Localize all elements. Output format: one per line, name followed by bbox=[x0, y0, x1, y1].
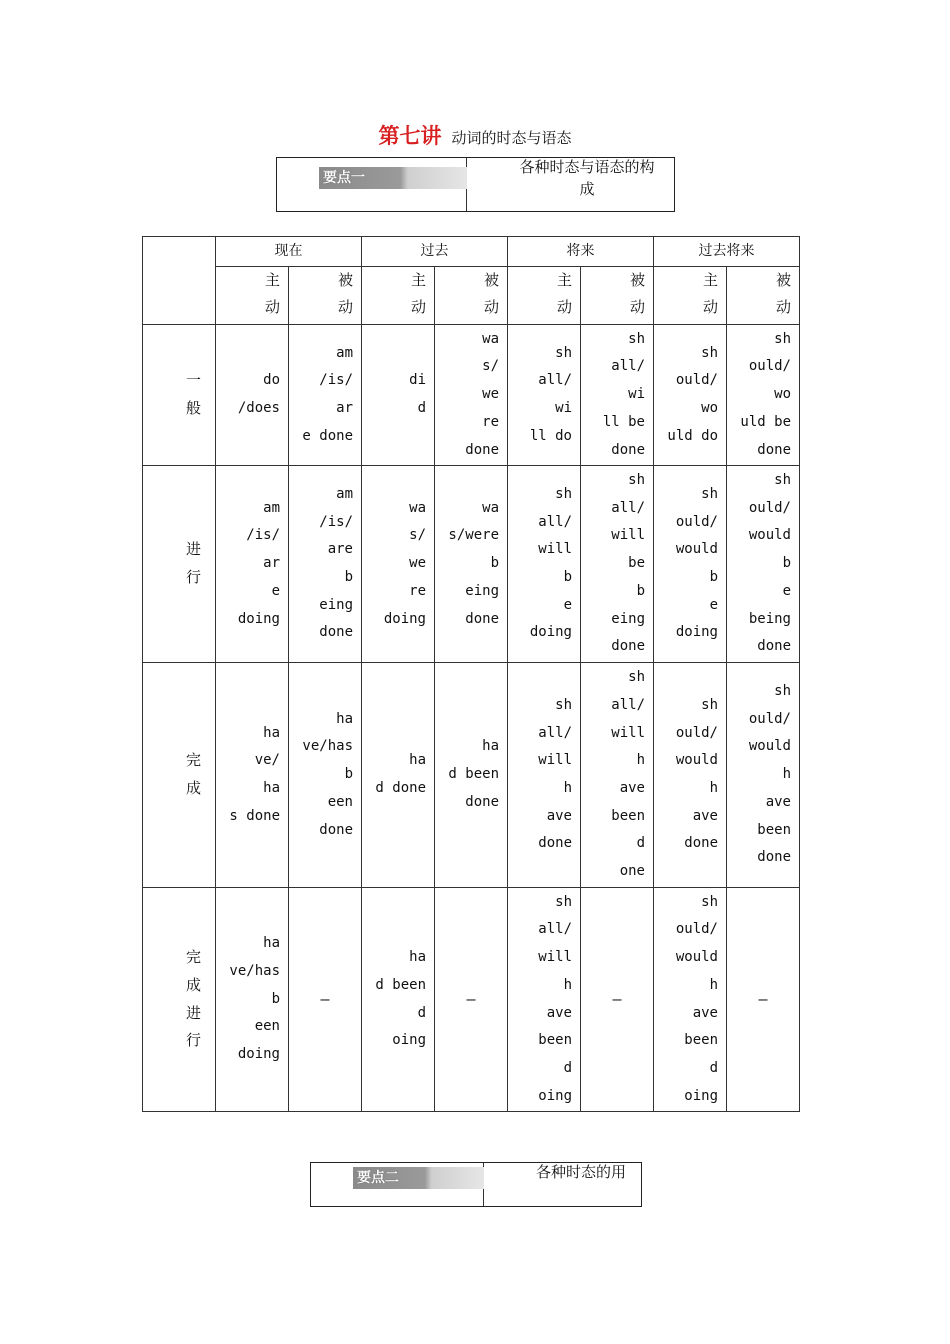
table-cell: ha d done bbox=[362, 663, 435, 888]
voice-header-passive: 被 动 bbox=[289, 267, 362, 325]
table-cell: am /is/ ar e done bbox=[289, 325, 362, 466]
row-label: 进 行 bbox=[143, 466, 216, 663]
lesson-title: 动词的时态与语态 bbox=[451, 129, 572, 147]
table-cell: sh all/ will b e doing bbox=[508, 466, 581, 663]
table-cell: sh ould/ wo uld be done bbox=[727, 325, 800, 466]
table-cell: sh all/ will h ave been d one bbox=[581, 663, 654, 888]
table-cell: wa s/were b eing done bbox=[435, 466, 508, 663]
row-label: 完 成 进 行 bbox=[143, 888, 216, 1112]
table-cell: sh ould/ wo uld do bbox=[654, 325, 727, 466]
table-cell: wa s/ we re done bbox=[435, 325, 508, 466]
table-cell: am /is/ ar e doing bbox=[216, 466, 289, 663]
key-point-1-text: 各种时态与语态的构 成 bbox=[519, 158, 655, 198]
table-cell: am /is/ are b eing done bbox=[289, 466, 362, 663]
table-row bbox=[143, 466, 800, 663]
table-cell: di d bbox=[362, 325, 435, 466]
voice-header-active: 主 动 bbox=[216, 267, 289, 325]
voice-header-active: 主 动 bbox=[654, 267, 727, 325]
row-label: 完 成 bbox=[143, 663, 216, 888]
lesson-number: 第七讲 bbox=[378, 123, 442, 148]
voice-header-passive: 被 动 bbox=[581, 267, 654, 325]
table-cell: sh all/ will h ave been d oing bbox=[508, 888, 581, 1112]
key-point-2-badge: 要点二 bbox=[353, 1167, 484, 1189]
table-cell: sh ould/ would h ave done bbox=[654, 663, 727, 888]
key-point-2-text: 各种时态的用 bbox=[535, 1163, 626, 1181]
table-cell: — bbox=[727, 888, 800, 1112]
table-row bbox=[143, 663, 800, 888]
tense-header-past-future: 过去将来 bbox=[654, 237, 800, 267]
table-cell: sh ould/ would h ave been d oing bbox=[654, 888, 727, 1112]
table-cell: sh all/ will h ave done bbox=[508, 663, 581, 888]
table-cell: ha d been d oing bbox=[362, 888, 435, 1112]
tense-table bbox=[142, 236, 800, 1112]
table-cell: ha d been done bbox=[435, 663, 508, 888]
key-point-2 bbox=[310, 1162, 642, 1207]
table-cell: — bbox=[289, 888, 362, 1112]
tense-header-past: 过去 bbox=[362, 237, 508, 267]
voice-header-passive: 被 动 bbox=[435, 267, 508, 325]
table-cell: — bbox=[581, 888, 654, 1112]
row-label: 一 般 bbox=[143, 325, 216, 466]
table-cell: sh all/ will be b eing done bbox=[581, 466, 654, 663]
table-cell: ha ve/has b een done bbox=[289, 663, 362, 888]
voice-header-active: 主 动 bbox=[508, 267, 581, 325]
table-row bbox=[143, 888, 800, 1112]
voice-header-active: 主 动 bbox=[362, 267, 435, 325]
tense-header-present: 现在 bbox=[216, 237, 362, 267]
voice-header-passive: 被 动 bbox=[727, 267, 800, 325]
table-cell: sh all/ wi ll do bbox=[508, 325, 581, 466]
table-cell: — bbox=[435, 888, 508, 1112]
table-cell: do /does bbox=[216, 325, 289, 466]
table-cell: wa s/ we re doing bbox=[362, 466, 435, 663]
table-cell: ha ve/has b een doing bbox=[216, 888, 289, 1112]
key-point-1 bbox=[276, 157, 675, 212]
table-cell: sh ould/ would h ave been done bbox=[727, 663, 800, 888]
table-cell: sh ould/ would b e doing bbox=[654, 466, 727, 663]
tense-header-future: 将来 bbox=[508, 237, 654, 267]
page-title bbox=[0, 120, 950, 150]
table-cell: ha ve/ ha s done bbox=[216, 663, 289, 888]
table-cell: sh all/ wi ll be done bbox=[581, 325, 654, 466]
table-row bbox=[143, 325, 800, 466]
key-point-1-badge: 要点一 bbox=[319, 167, 467, 189]
table-cell: sh ould/ would b e being done bbox=[727, 466, 800, 663]
